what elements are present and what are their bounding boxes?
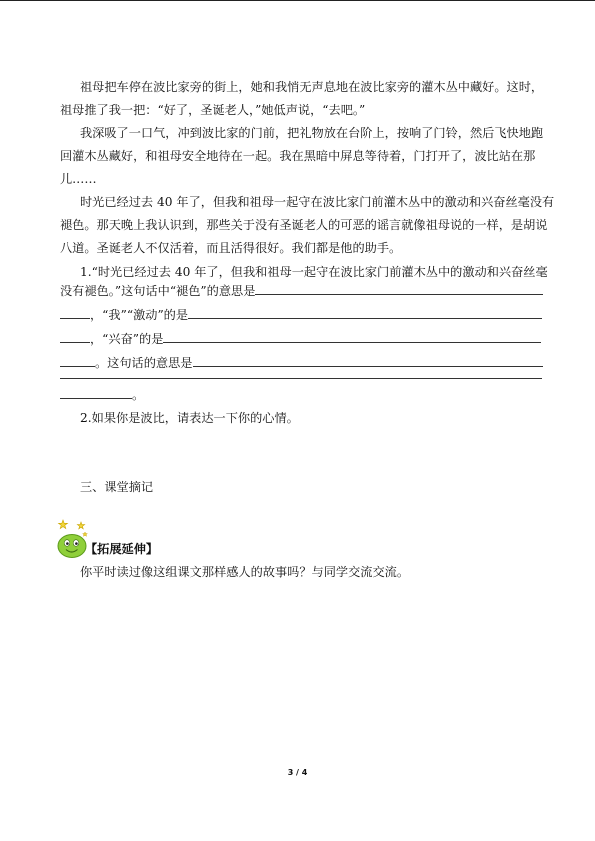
story-line: 祖母把车停在波比家旁的街上，她和我悄无声息地在波比家旁的灌木丛中藏好。这时， [80, 80, 544, 94]
question-2: 2.如果你是波比，请表达一下你的心情。 [80, 411, 299, 425]
answer-blank[interactable] [60, 386, 132, 399]
question-1-text: 没有褪色。”这句话中“褪色”的意思是 [60, 284, 256, 298]
story-line: 儿…… [60, 172, 97, 186]
question-1-text: ，“兴奋”的是 [90, 332, 164, 346]
story-line: 八道。圣诞老人不仅活着，而且活得很好。我们都是他的助手。 [60, 241, 402, 255]
answer-blank[interactable] [60, 366, 542, 379]
question-1-line [60, 306, 542, 323]
question-1-line: 1.“时光已经过去 40 年了，但我和祖母一起守在波比家门前灌木丛中的激动和兴奋丝毫 [80, 265, 548, 279]
story-line: 褪色。那天晚上我认识到，那些关于没有圣诞老人的可恶的谣言就像祖母说的一样，是胡说 [60, 218, 548, 232]
extension-title: 【拓展延伸】 [85, 542, 159, 556]
question-1-text: 。这句话的意思是 [95, 356, 193, 370]
answer-blank[interactable] [60, 330, 90, 343]
extension-text: 你平时读过像这组课文那样感人的故事吗？与同学交流交流。 [80, 565, 410, 579]
answer-blank[interactable] [188, 306, 542, 319]
answer-blank[interactable] [163, 330, 541, 343]
story-line: 祖母推了我一把：“好了，圣诞老人，”她低声说，“去吧。” [60, 103, 366, 117]
question-1-end: 。 [132, 388, 145, 402]
smiley-star-icon [55, 519, 89, 562]
top-rule [0, 0, 595, 1]
story-line: 我深吸了一口气，冲到波比家的门前，把礼物放在台阶上，按响了门铃，然后飞快地跑 [80, 126, 544, 140]
story-line: 回灌木丛藏好，和祖母安全地待在一起。我在黑暗中屏息等待着，门打开了，波比站在那 [60, 149, 536, 163]
answer-blank[interactable] [60, 306, 90, 319]
question-1-text: ，“我”“激动”的是 [90, 308, 189, 322]
page-number: 3 / 4 [287, 768, 308, 777]
question-1-line [60, 282, 542, 299]
question-1-line [60, 386, 542, 403]
story-line: 时光已经过去 40 年了，但我和祖母一起守在波比家门前灌木丛中的激动和兴奋丝毫没有 [80, 195, 555, 209]
question-1-line [60, 330, 542, 347]
section-title: 三、课堂摘记 [80, 480, 154, 494]
answer-blank[interactable] [255, 282, 543, 295]
